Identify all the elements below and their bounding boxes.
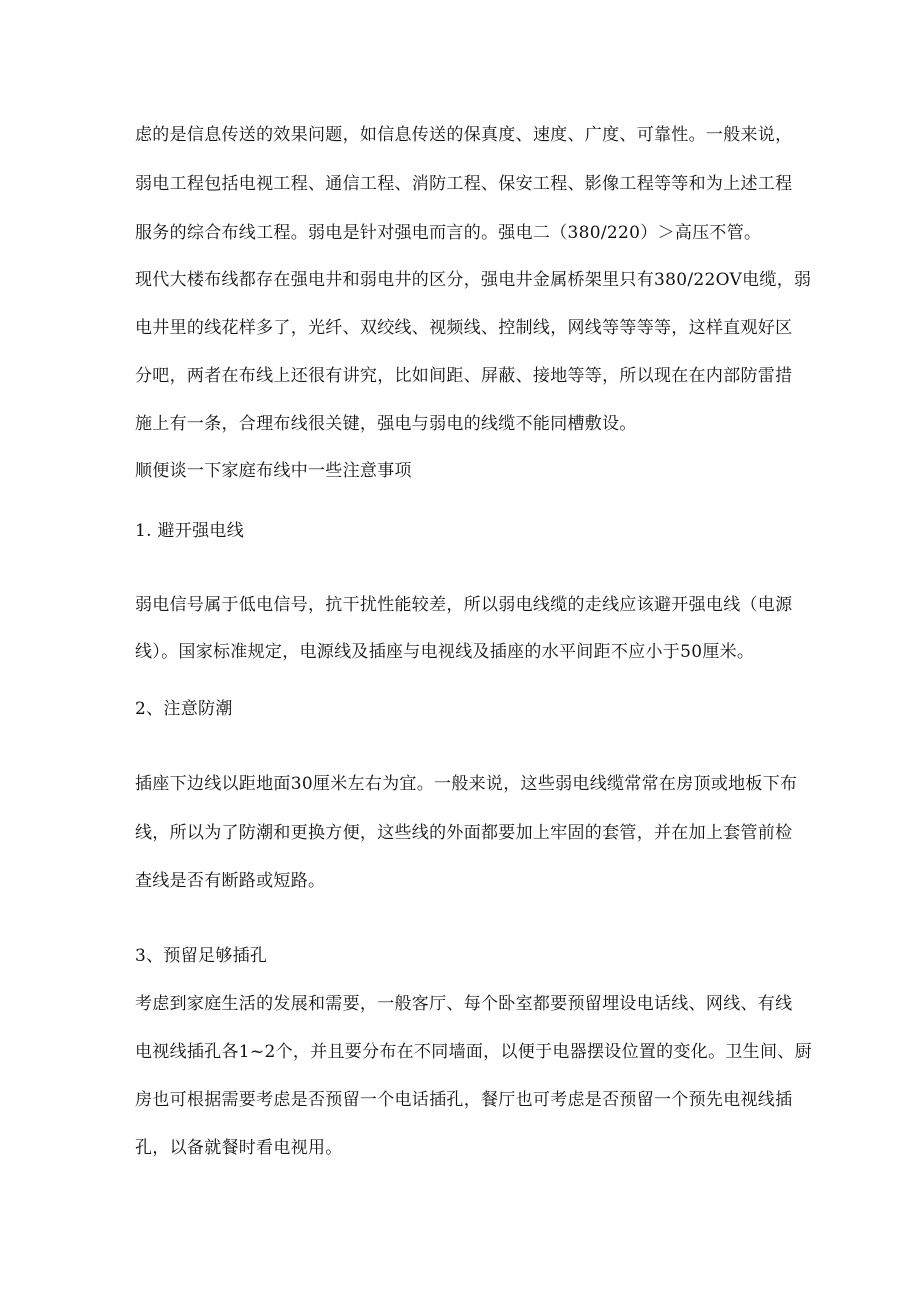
intro-text: 顺便谈一下家庭布线中一些注意事项: [135, 461, 412, 481]
section-heading: 1. 避开强电线: [135, 521, 245, 541]
text-line: 服务的综合布线工程。弱电是针对强电而言的。强电二（380/220）＞高压不管。: [135, 223, 762, 243]
text-line: 现代大楼布线都存在强电井和弱电井的区分，强电井金属桥架里只有380/22OV电缆，弱: [135, 270, 812, 290]
text-line: 线，所以为了防潮和更换方便，这些线的外面都要加上牢固的套管，并在加上套管前检: [135, 823, 793, 843]
section-heading: 2、注意防潮: [135, 699, 233, 719]
text-line: 电视线插孔各1~2个，并且要分布在不同墙面，以便于电器摆设位置的变化。卫生间、厨: [135, 1042, 812, 1062]
text-line: 孔，以备就餐时看电视用。: [135, 1138, 343, 1158]
text-line: 查线是否有断路或短路。: [135, 871, 326, 891]
text-line: 虑的是信息传送的效果问题，如信息传送的保真度、速度、广度、可靠性。一般来说，: [135, 125, 793, 145]
text-line: 分吧，两者在布线上还很有讲究，比如间距、屏蔽、接地等等，所以现在在内部防雷措: [135, 366, 793, 386]
text-line: 弱电信号属于低电信号，抗干扰性能较差，所以弱电线缆的走线应该避开强电线（电源: [135, 595, 793, 615]
text-line: 电井里的线花样多了，光纤、双绞线、视频线、控制线，网线等等等等，这样直观好区: [135, 318, 793, 338]
text-line: 插座下边线以距地面30厘米左右为宜。一般来说，这些弱电线缆常常在房顶或地板下布: [135, 774, 798, 794]
section-heading: 3、预留足够插孔: [135, 946, 268, 966]
text-line: 施上有一条，合理布线很关键，强电与弱电的线缆不能同槽敷设。: [135, 414, 637, 434]
text-line: 弱电工程包括电视工程、通信工程、消防工程、保安工程、影像工程等等和为上述工程: [135, 174, 793, 194]
text-line: 房也可根据需要考虑是否预留一个电话插孔，餐厅也可考虑是否预留一个预先电视线插: [135, 1090, 793, 1110]
text-line: 线）。国家标准规定，电源线及插座与电视线及插座的水平间距不应小于50厘米。: [135, 642, 755, 662]
text-line: 考虑到家庭生活的发展和需要，一般客厅、每个卧室都要预留埋设电话线、网线、有线: [135, 994, 793, 1014]
